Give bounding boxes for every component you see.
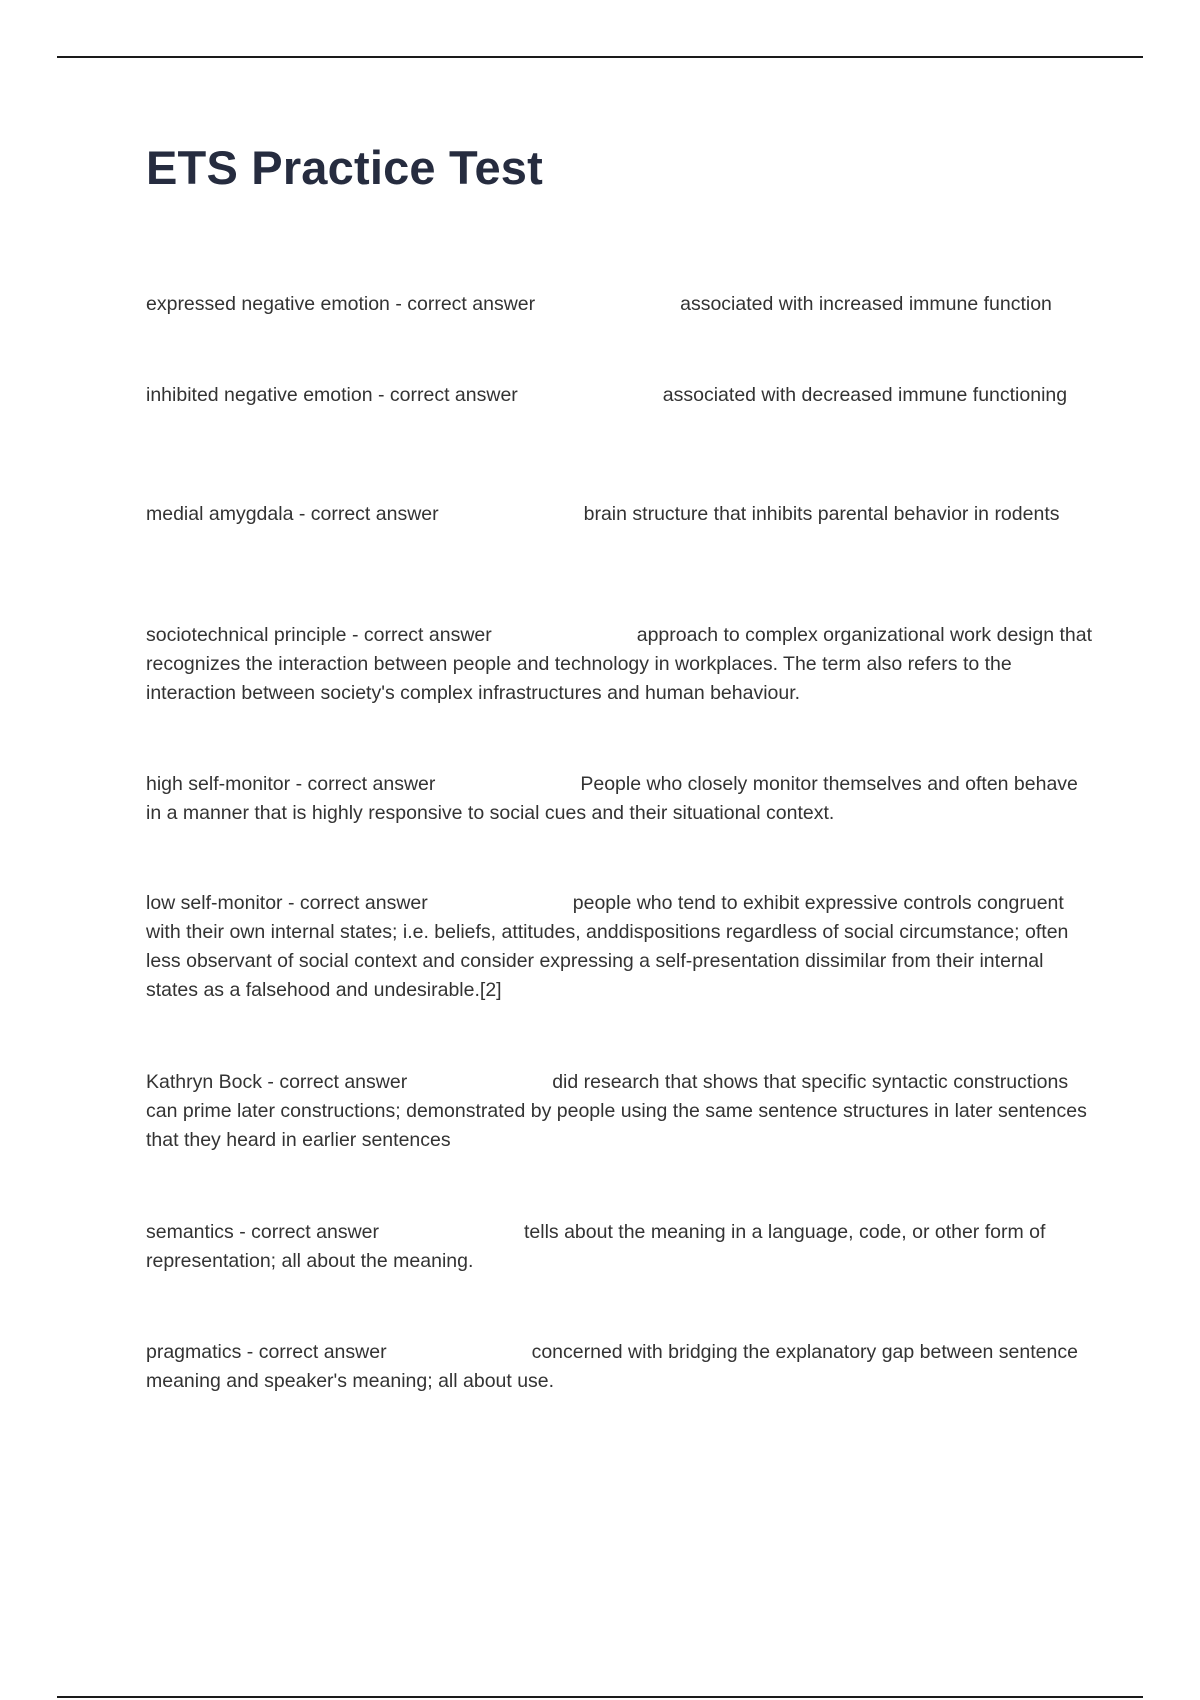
entry-definition: people who tend to exhibit expressive controls congruent with their own internal states; i.e. beliefs, attitudes, anddispositions regardless of social circumstance; often less observant of social context and consider expressing a self-presentation dissimilar from their internal states as a falsehood and undesirable.[2] <box>146 892 1069 1001</box>
entry-definition: associated with decreased immune functioning <box>662 384 1068 406</box>
correct-answer-marker: - correct answer <box>261 1071 408 1093</box>
correct-answer-marker: - correct answer <box>389 293 536 315</box>
flashcard-entry <box>146 1218 1096 1276</box>
entry-definition: concerned with bridging the explanatory gap between sentence meaning and speaker's meaning; all about use. <box>146 1341 1078 1392</box>
page-title: ETS Practice Test <box>146 141 543 194</box>
entry-term: inhibited negative emotion <box>146 384 373 406</box>
entry-term: medial amygdala <box>146 503 294 525</box>
flashcard-entry <box>146 889 1096 1005</box>
entry-term: low self-monitor <box>146 892 283 914</box>
entry-definition: associated with increased immune function <box>680 293 1052 315</box>
entry-definition: brain structure that inhibits parental behavior in rodents <box>583 503 1060 525</box>
flashcard-entry <box>146 290 1096 319</box>
correct-answer-marker: - correct answer <box>346 624 492 646</box>
entry-term: expressed negative emotion <box>146 293 390 315</box>
entry-term: sociotechnical principle <box>146 624 347 646</box>
flashcard-entry <box>146 621 1096 708</box>
entry-term: Kathryn Bock <box>146 1071 262 1093</box>
flashcard-entry <box>146 770 1096 828</box>
correct-answer-marker: - correct answer <box>290 773 436 795</box>
entry-definition: tells about the meaning in a language, code, or other form of representation; all about the meaning. <box>146 1221 1046 1272</box>
flashcard-entry <box>146 1338 1096 1396</box>
entry-definition: approach to complex organizational work design that recognizes the interaction between people and technology in workplaces. The term also refers to the interaction between society's complex infrastructures and human behaviour. <box>146 624 1093 704</box>
entry-term: high self-monitor <box>146 773 291 795</box>
flashcard-entry <box>146 500 1096 529</box>
correct-answer-marker: - correct answer <box>293 503 439 525</box>
correct-answer-marker: - correct answer <box>372 384 518 406</box>
flashcard-entry <box>146 1068 1096 1155</box>
entry-term: pragmatics <box>146 1341 242 1363</box>
correct-answer-marker: - correct answer <box>241 1341 387 1363</box>
flashcard-entry <box>146 381 1096 410</box>
correct-answer-marker: - correct answer <box>233 1221 379 1243</box>
bottom-rule <box>57 1696 1143 1698</box>
correct-answer-marker: - correct answer <box>282 892 428 914</box>
entry-definition: did research that shows that specific syntactic constructions can prime later constructions; demonstrated by people using the same sentence structures in later sentences that they heard in earlier sentences <box>146 1071 1087 1151</box>
entry-definition: People who closely monitor themselves and often behave in a manner that is highly responsive to social cues and their situational context. <box>146 773 1078 824</box>
entry-term: semantics <box>146 1221 234 1243</box>
top-rule <box>57 56 1143 58</box>
